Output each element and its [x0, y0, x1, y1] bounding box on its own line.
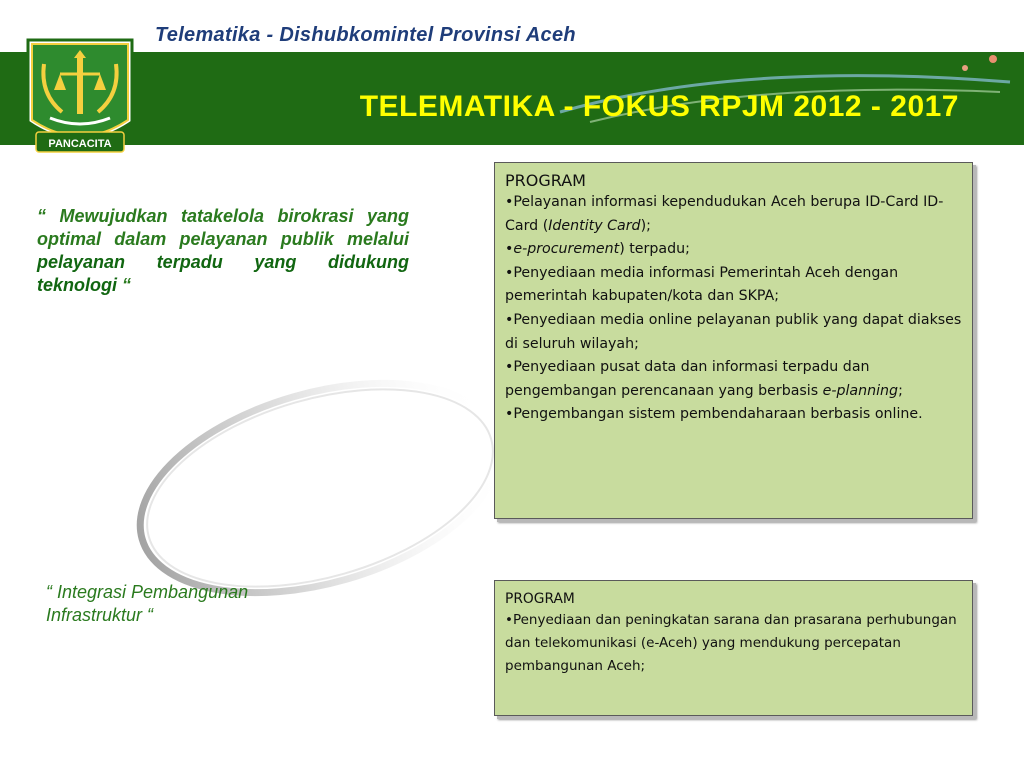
- list-item: [505, 238, 962, 262]
- panel-2-item-1-text: Penyediaan dan peningkatan sarana dan prasarana perhubungan dan telekomunikasi (e-Aceh) yang mendukung percepatan pembangunan Aceh;: [505, 612, 957, 674]
- item-2-text: ) terpadu;: [619, 241, 690, 258]
- item-1-text: Pelayanan informasi kependudukan Aceh berupa ID-Card ID-Card (: [505, 194, 944, 234]
- list-item: [505, 356, 962, 403]
- item-5-italic: e-planning: [822, 382, 899, 399]
- list-item: [505, 403, 962, 427]
- panel-1-list: [505, 191, 962, 427]
- org-title: Telematika - Dishubkomintel Provinsi Aceh: [155, 24, 576, 46]
- program-panel-infrastruktur: [494, 580, 973, 716]
- list-item: [505, 191, 962, 238]
- quote-1-text: “ Mewujudkan tatakelola birokrasi yang optimal dalam pelayanan publik melalui: [37, 206, 409, 249]
- item-4-text: Penyediaan media online pelayanan publik yang dapat diakses di seluruh wilayah;: [505, 311, 962, 352]
- list-item: [505, 609, 962, 678]
- list-item: [505, 309, 962, 356]
- item-5-text: Penyediaan pusat data dan informasi terpadu dan pengembangan perencanaan yang berbasis: [505, 359, 870, 399]
- quote-1-end: “: [117, 275, 132, 295]
- quote-birokrasi: [37, 205, 409, 297]
- aceh-emblem-logo: [22, 34, 138, 158]
- list-item: [505, 262, 962, 309]
- item-3-text: Penyediaan media informasi Pemerintah Aceh dengan pemerintah kabupaten/kota dan SKPA;: [505, 264, 899, 305]
- quote-infrastruktur: “ Integrasi Pembangunan Infrastruktur “: [46, 582, 249, 625]
- item-6-text: Pengembangan sistem pembendaharaan berbasis online.: [513, 406, 923, 423]
- item-2-italic: e-procurement: [513, 241, 620, 258]
- program-panel-telematika: [494, 162, 973, 519]
- panel-1-heading: PROGRAM: [505, 171, 586, 190]
- page-headline: TELEMATIKA - FOKUS RPJM 2012 - 2017: [359, 90, 959, 123]
- panel-2-heading: PROGRAM: [505, 591, 575, 607]
- item-5-end: ;: [898, 382, 903, 399]
- panel-2-list: [505, 609, 962, 678]
- quote-1-emphasis: pelayanan terpadu yang didukung teknologi: [37, 252, 409, 295]
- item-1-italic: Identity Card: [548, 217, 641, 234]
- item-1-end: );: [640, 217, 651, 234]
- logo-text: PANCACITA: [48, 138, 112, 150]
